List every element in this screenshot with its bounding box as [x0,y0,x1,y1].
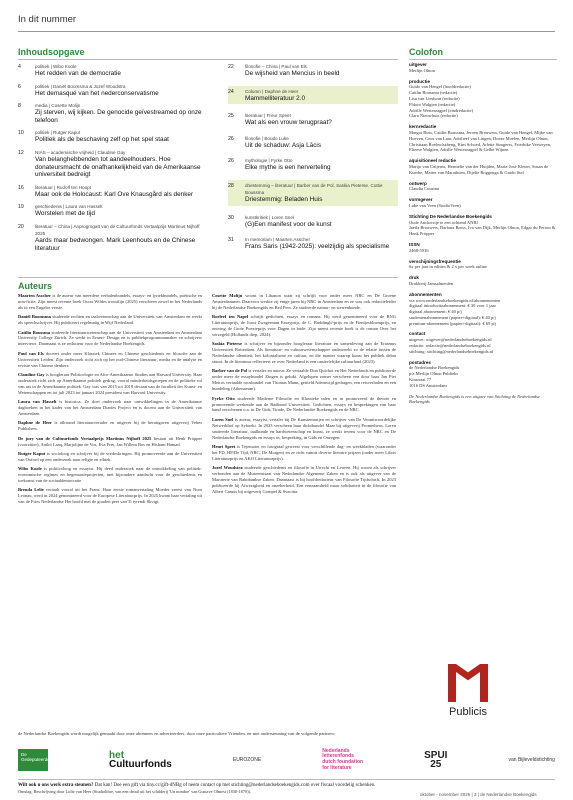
author-name: Paul van Els [18,350,44,356]
partner-logos [18,745,555,775]
author-text: schrijft gedichten, essays en romans. Hij werd genomineerd voor de BNG Literatuurprijs, de Joost Zwagerman Essayprijs, de C. Buddingh'-prijs en de Fientjesbloemprijs, en ontving de Grote Poezieprijs voor Dagen in bude. Zijn meest recente boek is de roman Over het verzegeld (Hollands diep, 2024). [212,314,397,337]
author-bio [18,293,202,311]
toc-entry-page: 24 [228,88,234,95]
author-name: Daphne de Heer [18,420,52,426]
colofon-column [409,62,557,410]
toc-entry [228,180,398,206]
toc-entry-heading: Frans Saris (1942-2025): veelzijdig als specialisme [245,243,390,251]
author-text: vertaalt vooral uit het Frans. Haar eerste romanvertaling Moeder vreest van Nora Leonau, werd in 2024 genomineerd voor de Europese Literatuurprijs. In 2025 kwam haar vertaling uit van de Fries Nederlandse Het hoofd met de gouden peet van Ti tyrendi Skvigt. [18,487,202,505]
colofon-block [409,158,557,175]
colofon-label: vormgever [409,197,433,203]
colofon-line: de Nederlandse Boekengids [409,365,460,371]
toc-entry-heading: (G)Een manifest voor de kunst [245,220,332,228]
toc-entry [18,129,208,144]
toc-entry-heading: Uit de schaduw: Asja Lācis [245,141,322,149]
colofon-block [409,197,557,209]
colofon-block [409,214,557,237]
partner-logo-spui25-a: SPUI [424,750,448,761]
toc-entry-page: 20 [18,223,24,230]
colofon-line: stichting: stichting@nederlandseboekengids.nl [409,348,494,354]
author-text: is historica. Ze doet onderzoek naar ontwikkelingen in de Amerikaanse dagboeken in het kader van het Amsterdam Diaries Project en is docent aan de Universiteit van Amsterdam. [18,399,202,416]
toc-entry-page: 8 [18,103,21,110]
author-text: woont in Libanon waar zij schrijft voor onder meer NRC en De Groene Amsterdammer. Daarvoor werkte zij enige jaren bij NRC in Amsterdam en ze was ook redactieleider bij de Nederlandse Boekengids en Bed Pers. Ze studeerde natuur- en sterrenkunde. [212,293,396,310]
partner-logo-cultuurfonds [109,751,172,769]
toc-entry-page: 28 [228,182,234,189]
author-name: Barber van de Pol [212,368,248,374]
toc-entry-page: 6 [18,83,21,90]
author-bio [18,466,202,484]
colofon-line: Guido van Hengel (hoofdredactie) [409,84,471,90]
toc-entry-page: 30 [228,214,234,221]
author-bio [18,330,202,348]
colofon-block [409,181,557,193]
toc-entry [228,63,398,78]
colofon-block [409,62,557,74]
author-name: Claudine Gay [18,371,45,377]
colofon-line: 1016 DS Amsterdam [409,382,447,388]
partner-logo-cultuurfonds-b: Cultuurfonds [109,759,172,770]
page-footer: oktober - november 2025 | 3 | de Nederlandse Boekengids [420,792,537,797]
authors-rule [18,277,398,278]
page-header [18,8,555,32]
colofon-line: Merlijn Olnon [409,67,435,73]
toc-entry-text [35,83,208,98]
author-name: Cosette Molijn [212,293,243,298]
publicis-m-mark [448,664,488,702]
toc-entry-text [245,182,398,204]
toc-entry-meta: literatuur – China | Anprogrogatt van de Cultuurfonds Vertaalprijs Martinus Nijhoff 2025 [35,223,200,236]
toc-entry-heading: Het redden van de democratie [35,70,121,77]
toc-entry-page: 16 [18,184,24,191]
author-bio [18,420,202,432]
toc-entry [228,157,398,172]
partner-logo-gedeputeerde: De Gedeputeerde [18,749,48,771]
toc-entry-heading: Politiek als de beschaving zelf op het spel staat [35,136,169,144]
toc-left-column [18,63,208,257]
authors-title: Auteurs [18,281,53,291]
support-promo [18,779,555,788]
partner-logo-letterenfonds-c: dutch foundation [322,759,364,765]
toc-entry-meta: filosofie – China | Paul van Els [245,64,307,69]
author-bio [18,399,202,417]
toc-entry-heading: Wat als een vrouw terugpraat? [245,119,332,127]
colofon-line: Jaetla Brouwers, Barbara Bross, Ivo van Dijk, Merlijn Olnon, Edgar du Perron & Henk Pröpper [409,225,556,237]
toc-entry-heading: De wijsheid van Mencius in beeld [245,70,340,77]
author-text: studeerde rechten en taalwetenschap aan de Universiteit van Amsterdam en werkt als speechschrijver. Hij publiceert regelmatig in Wijf Nederland. [18,314,202,326]
toc-entry-text [35,223,208,252]
author-bio [212,396,396,414]
colofon-line: Kinstraat 77 [409,377,432,383]
toc-entry-meta: filosofie | Boudo Luke [245,135,289,141]
colofon-line: redactie: redactie@nederlandseboekengids.nl [409,343,491,349]
toc-entry-meta: literatuur | Rudolf ten Hoopt [35,184,92,190]
toc-entry-meta: Column | Daphne de Heer [245,88,299,94]
cover-credit: Omslag: Beschrijving door Lidie van Heer (Studiolibre, van een detail uit het schilderij 'Un nombre' van Gustave Olmest (1830-1870)). [18,789,252,794]
toc-entry [228,86,398,105]
toc-entry-page: 26 [228,158,234,165]
toc-entry-heading: Elke mythe is een herverteling [245,164,331,172]
author-bio [18,351,202,369]
colofon-line: Adrille Westerzagpel (eindredactie) [409,107,474,113]
colofon-line: uitgever: uitgever@nederlandseboekengids.nl [409,337,492,343]
colofon-line: 2468-5916 [409,247,429,253]
colofon-line: Lisa van Lieshout (redactie) [409,95,460,101]
partner-logo-spui25-b: 25 [430,759,442,770]
toc-entry-text [35,149,208,179]
toc-entry-text [35,184,208,199]
author-bio [18,487,202,505]
toc-entry [18,102,208,124]
toc-entry-page: 10 [18,130,24,137]
author-text: is vertaler en auteur. Ze vertaalde Don Quichot en Het Nederlands en publiceerde onder meer de essaybundel Zingen is gelukt. Afgelopen zomer verscheen een door haar Jan Piet Meiros vertaalde roosbundel van Thomas Mann, getiteld Ademwijd gedragen, een reisverhalen en een bundeling (Athenaeum). [212,368,397,392]
toc-entry [18,83,208,98]
toc-entry-heading: Worstelen met de tijd [35,210,95,218]
publicis-logo [440,664,496,728]
toc-entry-heading: Driestemmig: Beladen Huis [245,195,323,203]
toc-entry-text [35,203,208,218]
author-name: Fyrke Otto [212,395,235,401]
toc-title: Inhoudsopgave [18,47,85,57]
toc-entry-text [35,102,208,124]
author-bio [212,465,396,495]
author-name: Roeleef ten Napel [212,314,249,320]
author-name: Loren Snel [212,416,234,422]
colofon-block [409,360,557,389]
toc-entry-meta: politiek | Daniël Boomsma & Jozef Woudstra [35,83,126,89]
toc-entry-page: 26 [228,135,234,142]
toc-entry-page: 25 [228,113,234,120]
toc-entry [18,63,208,78]
partner-logo-bijleveld: van Bijleveldstichting [508,757,555,763]
toc-entry-meta: kunstkritiek | Loren Snel [245,214,294,220]
author-text: is allround literatuurvertaler en uitgever bij de heruitgaven uitgeverij Vebes Publishers. [18,420,202,432]
toc-entry-meta: driestemmig – literatuur | Barber van de Pol, Saskia Pieterse, Cottie Boussma [245,182,383,195]
author-text: is schrijver en bijzonder hoogleraar literatuur en samenleving aan de Erasmus Universiteit Rotterdam. Als literatuur- en cultuurwetenschapper onderzoekt zo de relatie tussen de Nederlandse identiteit, het kolonialisme en cultuur, en die manier waarop kunst het publiek debat stuurt. In de literatuur reflecteert ze over Nederland is een onsterfelijke cultuurland (2023). [212,341,396,365]
partner-logo-letterenfonds-a: Nederlands [322,747,350,754]
author-bio [18,451,202,463]
colofon-line: digitaal introductieabonnement: € 30 voor 1 jaar [409,303,496,309]
author-bio [212,341,396,365]
colofon-line: Margot Buss, Caitlin Boussma, Jeroen Brouwers, Guido van Hengel, Mijke van Hoeven, Ceus van Laar, Adrilieef van Lingen, Doeze Moelen, Merlijn Olnon, Christiaan Roeleofszheng, Kim Schoed, Arlette Simgerss, Friedrike Verweyen, Elieese Walgien, Adrille Westerzagpel & Gelke Wijnen [409,129,553,153]
colofon-block [409,79,557,120]
colofon-label: ontwerp [409,180,427,186]
toc-entry-page: 19 [18,204,24,211]
toc-entry-meta: mythologie | Fyrke Otto [245,158,293,164]
toc-entry-text [35,63,208,78]
author-text: is auteur, essayist, vertaler bij De Kunstemarijen en schrijver van De Verantwoordelijke Netwerkhof op Syboeki. In 2023 verscheen haar dichtbundel Maar bij uitgeverij Prometheus. Loren studeerde literatuur, taalkunde en hardwetenschap en kunst, ze werkt tevens voor de NRC en De Nederlandse Boekengids en essays in, bespreking, in Gids en Onzegen. [212,416,397,440]
author-text: bestaat uit Henk Pröpper (voorzitter), Anikó Laaq, Marjolijne de Vos, Eva Fres, Jan Willem Bos en Hisham Hamad. [18,435,202,447]
toc-entry-page: 31 [228,237,234,244]
toc-entry [18,184,208,199]
authors-column-2 [212,293,396,498]
colofon-line: via www.nederlandseboekengids.nl/abonnementen [409,297,501,303]
toc-entry-text [245,236,398,251]
toc-rule [18,59,398,60]
toc-entry-text [245,157,398,172]
toc-entry-page: 4 [18,64,21,70]
author-text: is hoogleraar Politicologie en Afro-Amerikaanse Studies aan Harvard University. Haar onderzoek richt zich op Amerikaanse politiek gedrag, vooral minderheidsgroepen en de politieke rol van ras in de Amerikaanse politiek. Gay was van 2015 tot 2018 decaan van de faculteit der Kunst- en Wetenschappen en tot juli 2023 tot januari 2024 president van Harvard University. [18,371,202,395]
colofon-label: ISSN [409,241,420,247]
colofon-line: Clara Nieuwhuis (redactie) [409,113,458,119]
colofon-block [409,124,557,153]
toc-entry-page: 22 [228,64,234,70]
partner-logo-spui25 [424,751,447,769]
colofon-line: De Nederlandse Boekengids is een uitgave van Stichting de Nederlandse Boekengids [409,393,540,405]
author-name: Laura van Hasselt [18,399,57,405]
colofon-block [409,259,557,271]
author-text: studeerde literatuurwetenschap aan de Universiteit van Amsterdam en Amsterdam University College Zürich. Ze werkt in Ernest- Design en is publiekprogrammamaker en schrijvers interviewt. Daarnaast is ze redacteur voor de Nederlandse Boekengids. [18,329,203,347]
author-name: Saskia Pieterse [212,341,243,347]
toc-entry-meta: politiek | Wibo Koole [35,64,77,69]
colofon-line: Fhloor Walgien (redactie) [409,101,456,107]
author-name: Jozef Woudstra [212,465,243,471]
publicis-logo-text: Publicis [449,706,487,718]
toc-entry-meta: politiek | Rutger Kaput [35,130,81,136]
colofon-label: productie [409,78,430,84]
author-name: Rutger Kaput [18,450,46,456]
colofon-label: kernredactie [409,124,437,130]
colofon-line: Marijo van Cuijerns, Hermelie van der Huijden, Maria-José Kleuer, Susan de Kuerbe, Maiter van Marathuen, Dijelie Roggenga & Guido Stel [409,163,549,175]
partner-logo-letterenfonds [322,749,363,771]
author-name: Caitlin Boussma [18,329,50,335]
colofon-line: Oude Anckerrije te een ochtend ANBI [409,219,478,225]
author-name: Daniël Boomsma [18,314,51,320]
colofon-line: premium-abonnement (papier+digitaal): € 69 p/j [409,320,497,326]
toc-entry-heading: Aards maar bedwongen. Mark Leenhouts en de Chinese literatuur [35,236,196,252]
colofon-label: contact [409,331,426,337]
author-text: is de auteur van meerdere verhalenbundels, essays- en lyriekbundels, poëtische en non-fictie. Zijn meest recente boek Oscar Wildes troostlijn (2025) verscheen zowel in het Nederlands als in een Engelse versie. [18,293,203,310]
colofon-label: verschijningsfrequentie [409,258,461,264]
author-name: Brenda Lelie [18,487,44,493]
toc-entry-meta: literatuur | Freur Speet [245,113,291,119]
colofon-line: Luke van Veen (StudioVeen) [409,202,461,208]
author-text: studeerde geschiedenis en filosofie in Utrecht en Leuven. Hij woont als schrijver verbonden aan de Museenstraat van Nederlandse Algemene Zaken en is ook als uitgever van de Maruterie van Rabobankse Zaken. Daarnaast is hij hoofdredacteur van Filosofie Tijdschrift. In 2023 publiceerde hij Afwezigheid en onzekerheid, Een eenzaamheid maar solidariteit in de filosofie van Albert Camus bij uitgeverij Gompel & Svacina. [212,465,396,494]
author-name: De jury van de Cultuurfonds Vertaalprijs Martinus Nijhoff 2025 [18,435,152,441]
colofon-line: Drukkerij Jamsalmeulen [409,280,454,286]
colofon-line: Caitlin Boussma (redactie) [409,90,458,96]
toc-entry-text [35,129,208,144]
colofon-block [409,394,557,406]
author-bio [212,417,396,441]
author-bio [212,293,396,311]
partners-line: de Nederlandse Boekengids wordt mogelijk gemaakt door onze abonnees en adverteerders, door onze particuliere Vrienden, en met ondersteuning van de volgende partners: [18,731,336,736]
colofon-rule [409,59,557,60]
author-bio [212,314,396,338]
toc-entry-text [245,214,398,229]
colofon-label: Stichting De Nederlandse Boekengids [409,213,492,219]
author-bio [212,444,396,462]
toc-entry-meta: In memoriam | Maarten Asscher [245,237,311,243]
toc-entry-text [245,135,398,150]
author-bio [18,372,202,396]
colofon-line: Claudia Cousina [409,186,439,192]
author-name: Maarten Asscher [18,293,52,298]
colofon-label: postadres [409,359,431,365]
author-name: Wibo Koole [18,466,42,472]
colofon-line: digitaal abonnement: € 40 p/j [409,309,462,315]
authors-column-1 [18,293,202,509]
colofon-block [409,275,557,287]
colofon-block [409,331,557,354]
author-text: doceert onder meer Klassiek Chinees en Chinese geschiedenis en filosofie aan de Universiteit Leiden. Zijn onderzoek richt zich op het oud-Chinese literatuur, media en de analyse en revisie van Chinese denkers. [18,350,203,368]
toc-entry [228,236,398,251]
author-text: is socioloog en schrijver bij de vredeskringen. Hij promoveerde aan de Universiteit van Oxford op een onderzoek naar religie en ethiek. [18,450,203,462]
author-text: is Tejemoter en fotograaf geweest voor verschillende dag- en weekbladen (waaronder het FD, HP/De Tijd, NRC, De Morgen) en ze richt vanuit diverse literaire prijzen (onder meer Libris Literatuurprijs en AKO Literatuurprijs). [212,443,396,461]
colofon-block [409,242,557,254]
toc-entry-meta: NIAS – academische vrijheid | Claudine Gay [35,149,126,155]
author-bio [18,436,202,448]
toc-entry [228,135,398,150]
page-header-title: In dit nummer [18,14,77,25]
toc-right-column [228,63,398,259]
author-text: studeerde Moderne Filosofie en Klassieke talen en in promoveerd de theorie en promovende werkende aan de Radboud Universiteit. Gedichten, essays en besprekingen van haar hand verschenen o.a. in De Gids, Tirade, De Nederlandse Boekengids en de NRC. [212,395,397,413]
partner-logo-cultuurfonds-a: het [109,750,125,761]
toc-entry-heading: Zij sterven, wij kijken. De genocide geïvestreamed op onze telefoon [35,109,202,124]
colofon-line: 6x per jaar in edities & 2 x per week online [409,264,487,270]
author-bio [18,314,202,326]
toc-entry-text [245,63,398,78]
toc-entry-heading: Mammelliteratuur 2.0 [245,94,306,102]
toc-entry [18,223,208,252]
author-text: is politicoloog en essayist. Hij deed onderzoek naar de ontwikkeling van politiek-economische regimes en hegemonieprojecten, met bijzondere aandacht voor de geschiedenis en toekomst van de sociaaldemocratie. [18,466,203,484]
colofon-label: aquisitioneel redactie [409,158,456,164]
toc-entry [18,203,208,218]
partner-logo-letterenfonds-b: letterenfonds [322,753,354,760]
colofon-line: p/a Merlijn Olnon Publieks [409,371,459,377]
toc-entry-heading: Van belanghebbenden tot aandeelhouders. Hoe donateursmacht de onafhankelijkheid van de Amerikaanse universiteit bedreigt [35,155,201,179]
toc-entry-page: 12 [18,149,24,156]
support-promo-text: Dat kan! Doe een gift via tiny.cc/gift-dNBg of neem contact op met stichting@nederlandseboekengids.com over fiscaal voordelig schenken. [93,783,376,788]
toc-entry-meta: media | Cosette Molijn [35,103,81,109]
partner-logo-eurozone: EUROZONE [232,757,262,763]
toc-entry [228,214,398,229]
toc-entry [228,112,398,127]
toc-entry-heading: Maar ook de Holocaust: Karl Ove Knausgård als denker [35,190,194,198]
toc-entry-meta: geschiedenis | Laura van Hasselt [35,204,103,210]
colofon-label: abonnementen [409,291,442,297]
author-name: Henri Speet [212,443,236,449]
partner-logo-letterenfonds-d: for literature [322,764,352,771]
colofon-label: uitgever [409,62,427,67]
colofon-line: studentenabonnement (papier+digitaal): € 40 p/j [409,314,496,320]
support-promo-bold: Wilt ook u ons werk extra steunen? [18,783,94,788]
author-bio [212,368,396,392]
toc-entry-heading: Het demasqué van het nederconservatisme [35,89,159,97]
toc-entry-text [245,88,398,103]
toc-entry [18,149,208,179]
toc-entry-text [245,112,398,127]
colofon-block [409,292,557,327]
colofon-label: druk [409,275,419,281]
colofon-title: Colofon [409,47,443,57]
